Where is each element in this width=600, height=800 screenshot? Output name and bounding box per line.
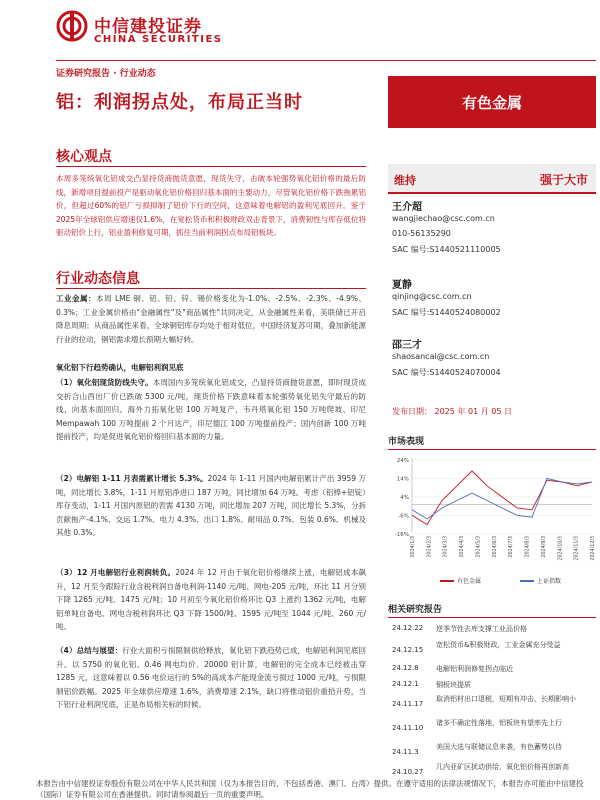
industry-intro	[56, 292, 366, 346]
related-date: 24.10.27	[392, 768, 424, 776]
related-title[interactable]: 诸多不确定性落地，铝板块有望率先上行	[436, 719, 562, 727]
chart-x-tick-label: 2024/7/3	[509, 536, 515, 558]
page-title: 铝：利润拐点处，布局正当时	[56, 92, 303, 113]
related-heading-rule	[388, 617, 596, 618]
sector-badge: 有色金属	[388, 76, 596, 128]
market-chart	[388, 452, 596, 572]
related-date: 24.12.22	[392, 624, 424, 632]
related-title[interactable]: 电解铝利润修复拐点临近	[436, 665, 513, 673]
market-heading	[388, 432, 596, 450]
p4-text: 行业大面积亏损限制供给释放，氧化铝下跌趋势已成，电解铝利润见底回升。以 5750 的氧化铝、0.46 网电均价、20000 铝计算，电解铝的完全成本已经被击穿 1285 元，这意味着以 0.56 电价运行的 5%的高成本产能现金流亏损过 1000 元/吨，亏损限制铝价跌幅。2025 年全球供应增速 1.6%，消费增速 2.1%，缺口将推动铝价重拾升势，当下铝行业利润见底，正是布局相关标的时候。	[56, 646, 367, 710]
p3-text: 2024 年 12 月由于氧化铝价格继续上涨，电解铝成本飙升，12 月至今跟踪行业含税利润自备电利润-1140 元/吨、网电-205 元/吨，环比 11 月分别下降 1265 元/吨、1475 元/吨；10 月初至今氧化铝价格环比 Q3 上涨约 1362 元/吨，电解铝单吨自备电、网电含税利润环比 Q3 下降 1500/吨、1595 元/吨至 1044 元/吨、260 元/吨。	[56, 568, 366, 632]
related-date: 24.11.17	[392, 700, 424, 708]
related-date: 24.12.8	[392, 664, 419, 672]
core-view-text: 本周多笼统氧化铝成交凸显持货商抛货意愿，现货失守，击破本轮强势氧化铝价格的最后防线，新增项目提前投产是驱动氧化铝价格回归基本面的主要动力，尽管氧化铝价格下跌拖累铝价，但超过60%的铝厂亏损抑制了铝价下行的空间，这意味着电解铝的盈利见底回升。鉴于2025年全球铝供应增速仅1.6%，在宽松货币和积极财政双击背景下，消费韧性与库存低位将驱动铝价上行，铝业盈利修复可期，抓住当前利润拐点布局铝板块。	[56, 174, 366, 238]
related-title[interactable]: 取消铝材出口退税，短期有冲击，长期影响小	[436, 695, 576, 703]
rating-value: 强于大市	[539, 173, 588, 187]
core-view-heading: 核心观点	[56, 149, 112, 165]
publish-date: 发布日期： 2025 年 01 月 05 日	[392, 407, 512, 416]
analyst-sac: SAC 编号:S1440524080002	[392, 308, 501, 317]
related-title[interactable]: 美国大选与联储议息来袭，有色蓄势以待	[436, 743, 562, 751]
related-heading-text: 相关研究报告	[388, 605, 443, 615]
company-logo	[56, 10, 226, 50]
core-view-divider	[56, 166, 366, 167]
analyst-sac: SAC 编号:S1440521110005	[392, 245, 501, 254]
chart-y-tick-label: 4%	[400, 494, 409, 501]
related-title[interactable]: 几内亚矿区扰动供给，氧化铝价格再创新高	[436, 763, 569, 771]
p3-label: （3）12 月电解铝行业利润转负。	[56, 568, 176, 577]
related-title[interactable]: 铜板块提质	[436, 681, 471, 689]
analyst-name: 王介超	[392, 202, 422, 213]
related-heading	[388, 600, 596, 618]
legend-swatch-index	[520, 580, 534, 582]
chart-series-line	[412, 471, 592, 525]
industry-heading: 行业动态信息	[56, 271, 140, 287]
chart-x-tick-label: 2024/4/3	[460, 536, 466, 558]
paragraph-2	[56, 472, 366, 540]
paragraph-1	[56, 376, 366, 444]
chart-x-tick-label: 2024/10/3	[558, 536, 564, 561]
logo-en: CHINA SECURITIES	[94, 34, 223, 45]
analyst-sac: SAC 编号:S1440524070004	[392, 368, 501, 377]
chart-x-tick-label: 2024/3/3	[443, 536, 449, 558]
chart-x-tick-label: 2024/2/3	[427, 536, 433, 558]
related-date: 24.12.15	[392, 646, 424, 654]
rating-label: 维持	[394, 174, 416, 187]
p2-label: （2）电解铝 1-11 月表需累计增长 5.3%。	[56, 474, 208, 483]
analyst-phone: 010-56135290	[392, 229, 451, 238]
analyst-email[interactable]: qinjing@csc.com.cn	[392, 292, 472, 301]
industry-subhead: 氧化铝下行趋势确认，电解铝利润见底	[56, 363, 184, 372]
paragraph-3	[56, 566, 366, 634]
chart-series-line	[412, 478, 592, 519]
legend-swatch-sector	[440, 580, 454, 582]
chart-x-tick-label: 2024/11/3	[574, 536, 580, 561]
related-date: 24.11.3	[392, 748, 419, 756]
chart-legend	[430, 576, 590, 588]
analyst-email[interactable]: shaosancai@csc.com.cn	[392, 352, 490, 361]
industry-divider	[56, 288, 366, 289]
market-heading-text: 市场表现	[388, 437, 425, 447]
legend-label-index: 上证指数	[537, 578, 562, 585]
p2-text: 2024 年 1-11 月国内电解铝累计产出 3959 万吨，同比增长 3.8%，1-11 月原铝净进口 187 万吨，同比增加 64 万吨。考虑（铝棒+铝锭）库存变动，1-11 月国内原铝的表需 4130 万吨，同比增加 207 万吨，同比增长 5.3%，分拆贡献拖产-4.1%、交运 1.7%、电力 4.3%、出口 1.8%、耐用品 0.7%、包装 0.6%、机械及其他 0.3%。	[56, 474, 366, 538]
related-date: 24.12.1	[392, 680, 419, 688]
rating-bar	[388, 164, 596, 194]
legend-item-sector	[440, 576, 481, 585]
chart-y-tick-label: 14%	[396, 476, 409, 483]
analyst-email[interactable]: wangjiechao@csc.com.cn	[392, 214, 495, 223]
disclaimer: 本报告由中信建投证券股份有限公司在中华人民共和国（仅为本报告目的，不包括香港、澳门、台湾）提供。在遵守适用的法律法规情况下，本报告亦可能由中信建投（国际）证券有限公司在香港提供。同时请参阅最后一页的重要声明。	[36, 779, 584, 799]
chart-y-tick-label: -16%	[394, 531, 409, 538]
related-title[interactable]: 逆季节性去库支撑工业品价格	[436, 625, 527, 633]
chart-x-tick-label: 2024/9/3	[541, 536, 547, 558]
intro-label: 工业金属：	[56, 294, 97, 303]
related-title[interactable]: 宽松货币&积极财政，工业金属充分受益	[436, 641, 561, 649]
analyst-name: 邵三才	[392, 340, 422, 351]
related-date: 24.11.10	[392, 724, 424, 732]
analyst-name: 夏静	[392, 280, 412, 291]
chart-x-tick-label: 2024/6/3	[492, 536, 498, 558]
legend-label-sector: 有色金属	[457, 578, 482, 585]
chart-x-tick-label: 2024/8/3	[525, 536, 531, 558]
top-divider	[56, 60, 596, 61]
analyst-card	[392, 198, 592, 259]
chart-y-tick-label: 24%	[396, 457, 409, 464]
logo-mark-icon	[56, 10, 88, 42]
legend-item-index	[520, 576, 561, 585]
report-type: 证券研究报告 · 行业动态	[56, 69, 156, 79]
chart-x-tick-label: 2024/5/3	[476, 536, 482, 558]
analyst-card	[392, 276, 592, 322]
intro-text: 本周 LME 铜、铝、铅、锌、锡价格变化为-1.0%、-2.5%、-2.3%、-4.9%、0.3%；工业金属价格由"金融属性"及"商品属性"共同决定，从金融属性来看，美联储已开启降息周期；从商品属性来看，全球铜铝库存均处于相对低位，中国经济复苏可期，叠加新能源行业的拉动，铜铝需求增长预期大幅好转。	[56, 294, 367, 344]
market-heading-rule	[388, 449, 596, 450]
chart-x-tick-label: 2024/12/3	[591, 536, 596, 561]
paragraph-4	[56, 644, 366, 712]
chart-y-tick-label: -6%	[398, 513, 409, 520]
logo-cn: 中信建投证券	[94, 17, 202, 37]
chart-x-tick-label: 2024/1/3	[411, 536, 416, 558]
p4-label: （4）总结与展望：	[56, 646, 123, 655]
analyst-card	[392, 336, 592, 382]
p1-label: （1）氧化铝现货防线失守。	[56, 378, 153, 387]
p1-text: 本周国内多笼统氧化铝成交，凸显持货商抛货意愿，即时现货成交折合山西出厂价已跌破 5300 元/吨，现货价格下跌意味着本轮强势氧化铝失守最后的防线，向基本面回归。海外力拓氧化铝 100 万吨复产，韦丹塔氧化铝 150 万吨爬坡、印尼 Mempawah 100 万吨提前 2 个月达产，印尼德江 100 万吨提前投产；国内创新 100 万吨提前投产，均是促进氧化铝价格回归基本面的力量。	[56, 378, 367, 442]
